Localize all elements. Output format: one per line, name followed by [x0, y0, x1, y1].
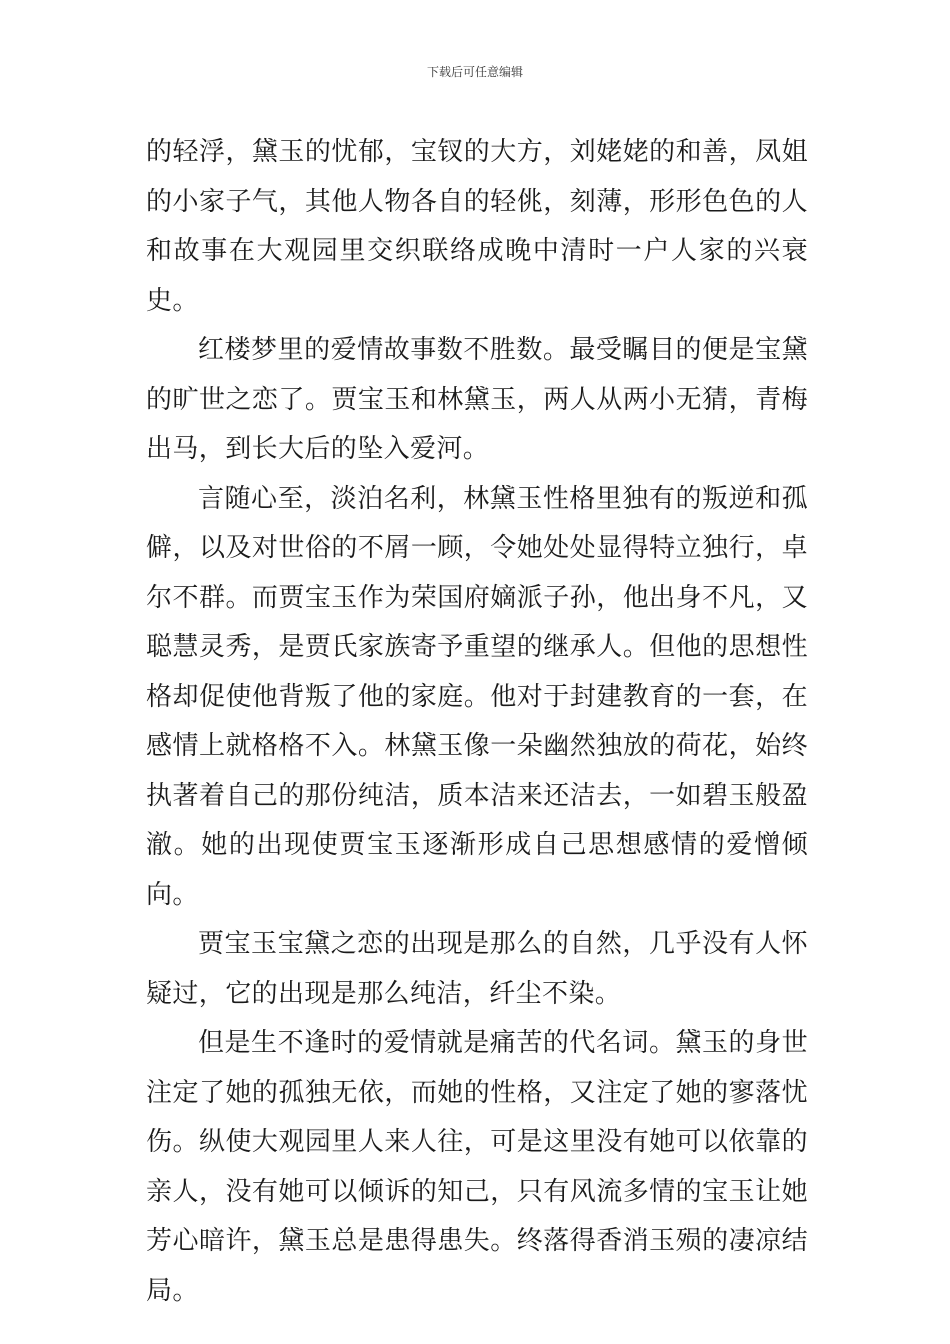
paragraph-2: 红楼梦里的爱情故事数不胜数。最受瞩目的便是宝黛的旷世之恋了。贾宝玉和林黛玉，两人从两小无猜，青梅出马，到长大后的坠入爱河。 — [146, 335, 808, 464]
page-header: 下载后可任意编辑 — [426, 65, 523, 79]
paragraph-4: 贾宝玉宝黛之恋的出现是那么的自然，几乎没有人怀疑过，它的出现是那么纯洁，纤尘不染。 — [146, 929, 808, 1009]
paragraph-5: 但是生不逢时的爱情就是痛苦的代名词。黛玉的身世注定了她的孤独无依，而她的性格，又注定了她的寥落忧伤。纵使大观园里人来人往，可是这里没有她可以依靠的亲人，没有她可以倾诉的知己，只有风流多情的宝玉让她芳心暗许，黛玉总是患得患失。终落得香消玉殒的凄凉结局。 — [146, 1028, 808, 1306]
paragraph-1: 的轻浮，黛玉的忧郁，宝钗的大方，刘姥姥的和善，凤姐的小家子气，其他人物各自的轻佻，刻薄，形形色色的人和故事在大观园里交织联络成晚中清时一户人家的兴衰史。 — [146, 137, 808, 316]
paragraph-3: 言随心至，淡泊名利，林黛玉性格里独有的叛逆和孤僻，以及对世俗的不屑一顾，令她处处显得特立独行，卓尔不群。而贾宝玉作为荣国府嫡派子孙，他出身不凡，又聪慧灵秀，是贾氏家族寄予重望的继承人。但他的思想性格却促使他背叛了他的家庭。他对于封建教育的一套，在感情上就格格不入。林黛玉像一朵幽然独放的荷花，始终执著着自己的那份纯洁，质本洁来还洁去，一如碧玉般盈澈。她的出现使贾宝玉逐渐形成自己思想感情的爱憎倾向。 — [146, 483, 808, 910]
document-body — [146, 128, 808, 1316]
